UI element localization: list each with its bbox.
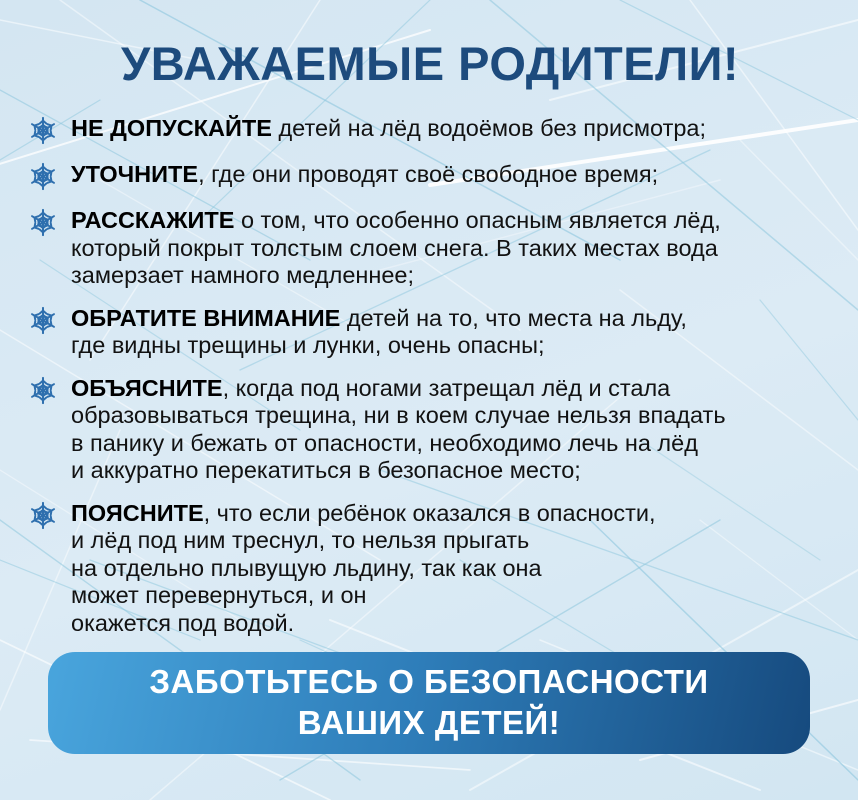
tip-lead-word: ОБРАТИТЕ ВНИМАНИЕ	[71, 304, 341, 331]
tip-body: о том, что особенно опасным является лёд, который покрыт толстым слоем снега. В таких местах вода замерзает намного медленнее;	[71, 207, 721, 288]
tip-lead-word: ПОЯСНИТЕ	[71, 499, 204, 526]
snowflake-icon	[28, 161, 58, 192]
safety-tip-item	[28, 115, 832, 146]
tip-lead-word: УТОЧНИТЕ	[71, 161, 199, 187]
safety-tip-item	[28, 161, 832, 192]
safety-tip-item	[28, 375, 832, 485]
safety-tip-item	[28, 305, 832, 360]
tip-body: , где они проводят своё свободное время;	[198, 161, 659, 187]
snowflake-icon	[28, 500, 58, 531]
safety-tips-list	[28, 115, 832, 637]
tip-text	[71, 115, 706, 143]
safety-tip-item	[28, 207, 832, 290]
tip-body: , что если ребёнок оказался в опасности, и лёд под ним треснул, то нельзя прыгать на отдельно плывущую льдину, так как она может перевернуться, и он окажется под водой.	[71, 499, 656, 636]
tip-lead-word: РАССКАЖИТЕ	[71, 207, 235, 233]
snowflake-icon	[28, 305, 58, 336]
tip-lead-word: ОБЪЯСНИТЕ	[71, 374, 223, 401]
tip-body: детей на то, что места на льду, где видны трещины и лунки, очень опасны;	[71, 304, 687, 358]
tip-text	[71, 500, 656, 638]
tip-body: , когда под ногами затрещал лёд и стала образовываться трещина, ни в коем случае нельзя впадать в панику и бежать от опасности, необходимо лечь на лёд и аккуратно перекатиться в безопасное место;	[71, 374, 726, 483]
snowflake-icon	[28, 115, 58, 146]
snowflake-icon	[28, 207, 58, 238]
snowflake-icon	[28, 375, 58, 406]
tip-text	[71, 207, 721, 290]
tip-text	[71, 375, 726, 485]
tip-text	[71, 305, 687, 360]
cta-banner: ЗАБОТЬТЕСЬ О БЕЗОПАСНОСТИ ВАШИХ ДЕТЕЙ!	[48, 652, 810, 754]
poster-title: УВАЖАЕМЫЕ РОДИТЕЛИ!	[120, 37, 740, 90]
tip-lead-word: НЕ ДОПУСКАЙТЕ	[71, 115, 272, 141]
safety-tip-item	[28, 500, 832, 638]
tip-body: детей на лёд водоёмов без присмотра;	[271, 115, 707, 141]
tip-text	[71, 161, 658, 189]
